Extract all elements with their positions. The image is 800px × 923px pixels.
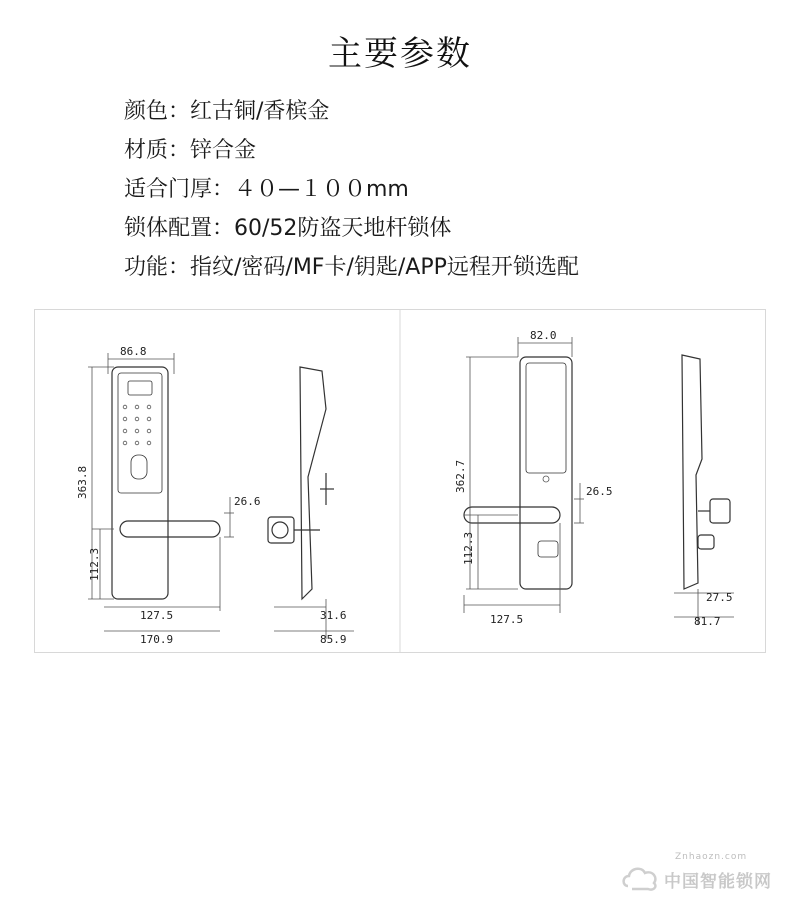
- right-handle-height-label: 112.3: [462, 531, 475, 565]
- spec-lock-body: 锁体配置：60/52防盗天地杆锁体: [124, 216, 452, 241]
- spec-functions: 功能：指纹/密码/MF卡/钥匙/APP远程开锁选配: [124, 255, 579, 280]
- left-side-depth-label: 31.6: [320, 609, 347, 622]
- spec-material: 材质：锌合金: [124, 138, 257, 163]
- left-width-top-label: 86.8: [120, 345, 147, 358]
- left-total-length-label: 170.9: [140, 633, 174, 646]
- spec-door-thickness: 适合门厚：４０—１００mm: [124, 177, 409, 202]
- site-watermark: [620, 852, 780, 902]
- right-handle-depth-label: 26.5: [586, 485, 613, 498]
- left-side-total-label: 85.9: [320, 633, 347, 646]
- right-height-label: 362.7: [454, 459, 467, 493]
- cloud-icon: [620, 860, 662, 894]
- front-view-left: [88, 353, 234, 631]
- spec-color: 颜色：红古铜/香槟金: [124, 99, 330, 124]
- right-side-total-label: 81.7: [694, 615, 721, 628]
- right-side-depth-label: 27.5: [706, 591, 733, 604]
- dimension-drawing: [34, 309, 766, 653]
- technical-drawing: [34, 309, 766, 653]
- left-handle-height-label: 112.3: [88, 547, 101, 581]
- left-height-label: 363.8: [76, 465, 89, 499]
- side-view-left: [268, 367, 354, 639]
- watermark-name: 中国智能锁网: [664, 872, 772, 892]
- side-view-right: [674, 355, 734, 625]
- watermark-url: Znhaozn.com: [675, 852, 748, 862]
- front-view-right: [464, 337, 584, 613]
- right-handle-length-label: 127.5: [490, 613, 524, 626]
- right-width-top-label: 82.0: [530, 329, 557, 342]
- left-handle-depth-label: 26.6: [234, 495, 261, 508]
- spec-list: [124, 92, 579, 287]
- page-title: 主要参数: [328, 34, 472, 74]
- left-handle-length-label: 127.5: [140, 609, 174, 622]
